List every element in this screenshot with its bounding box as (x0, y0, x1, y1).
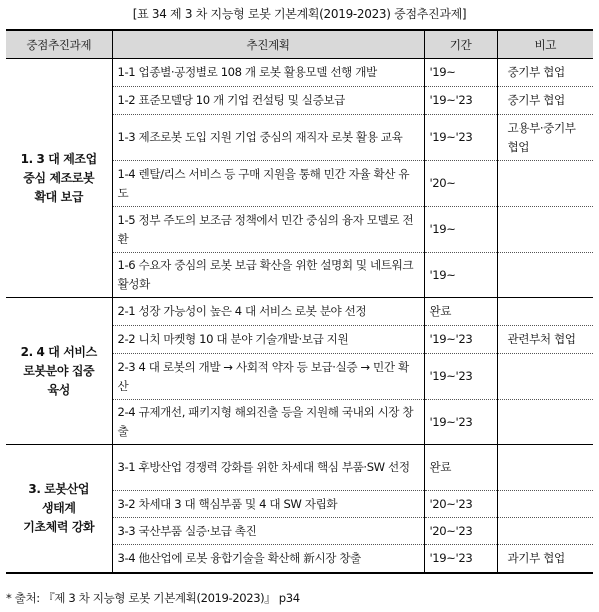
table-row (6, 59, 593, 87)
note-cell (497, 298, 593, 326)
header-note: 비고 (497, 30, 593, 59)
period-cell: '20~'23 (424, 518, 497, 545)
note-cell: 중기부 협업 (497, 87, 593, 115)
plan-cell: 1-1 업종별·공정별로 108 개 로봇 활용모델 선행 개발 (112, 59, 424, 87)
note-cell (497, 207, 593, 253)
plan-cell: 2-2 니치 마켓형 10 대 분야 기술개발·보급 지원 (112, 326, 424, 354)
note-cell: 관련부처 협업 (497, 326, 593, 354)
period-cell: '19~ (424, 253, 497, 298)
period-cell: '19~'23 (424, 354, 497, 400)
plan-cell: 1-5 정부 주도의 보조금 정책에서 민간 중심의 융자 모델로 전환 (112, 207, 424, 253)
plan-cell: 3-3 국산부품 실증·보급 촉진 (112, 518, 424, 545)
plan-cell: 2-3 4 대 로봇의 개발 → 사회적 약자 등 보급·실증 → 민간 확산 (112, 354, 424, 400)
period-cell: '19~ (424, 207, 497, 253)
plan-cell: 1-6 수요자 중심의 로봇 보급 확산을 위한 설명회 및 네트워크 활성화 (112, 253, 424, 298)
header-period: 기간 (424, 30, 497, 59)
table-caption: [표 34 제 3 차 지능형 로봇 기본계획(2019-2023) 중점추진과제] (132, 7, 467, 21)
plan-cell: 2-1 성장 가능성이 높은 4 대 서비스 로봇 분야 선정 (112, 298, 424, 326)
header-row (6, 30, 593, 59)
note-cell (497, 253, 593, 298)
period-cell: '20~ (424, 161, 497, 207)
note-cell (497, 445, 593, 491)
plan-cell: 3-2 차세대 3 대 핵심부품 및 4 대 SW 자립화 (112, 491, 424, 518)
plan-cell: 1-4 렌탈/리스 서비스 등 구매 지원을 통해 민간 자율 확산 유도 (112, 161, 424, 207)
plan-cell: 3-4 他산업에 로봇 융합기술을 확산해 新시장 창출 (112, 545, 424, 573)
note-cell (497, 161, 593, 207)
plan-cell: 2-4 규제개선, 패키지형 해외진출 등을 지원해 국내외 시장 창출 (112, 400, 424, 445)
note-cell: 중기부 협업 (497, 59, 593, 87)
note-cell: 과기부 협업 (497, 545, 593, 573)
plan-cell: 3-1 후방산업 경쟁력 강화를 위한 차세대 핵심 부품·SW 선정 (112, 445, 424, 491)
category-cell: 2. 4 대 서비스 로봇분야 집중 육성 (6, 298, 112, 445)
period-cell: '19~'23 (424, 400, 497, 445)
note-cell: 고용부·중기부 협업 (497, 115, 593, 161)
category-cell: 1. 3 대 제조업 중심 제조로봇 확대 보급 (6, 59, 112, 298)
category-cell: 3. 로봇산업 생태계 기초체력 강화 (6, 445, 112, 573)
note-cell (497, 354, 593, 400)
note-cell (497, 400, 593, 445)
plan-cell: 1-3 제조로봇 도입 지원 기업 중심의 재직자 로봇 활용 교육 (112, 115, 424, 161)
plan-cell: 1-2 표준모델당 10 개 기업 컨설팅 및 실증보급 (112, 87, 424, 115)
period-cell: '19~'23 (424, 326, 497, 354)
period-cell: 완료 (424, 298, 497, 326)
period-cell: '19~'23 (424, 87, 497, 115)
header-category: 중점추진과제 (6, 30, 112, 59)
table-row (6, 445, 593, 491)
period-cell: '19~'23 (424, 115, 497, 161)
period-cell: '19~'23 (424, 545, 497, 573)
table-row (6, 298, 593, 326)
source-note: * 출처: 『제 3 차 지능형 로봇 기본계획(2019-2023)』 p34 (6, 591, 300, 605)
note-cell (497, 518, 593, 545)
header-plan: 추진계획 (112, 30, 424, 59)
note-cell (497, 491, 593, 518)
period-cell: '19~ (424, 59, 497, 87)
priority-tasks-table (6, 29, 593, 574)
period-cell: '20~'23 (424, 491, 497, 518)
period-cell: 완료 (424, 445, 497, 491)
